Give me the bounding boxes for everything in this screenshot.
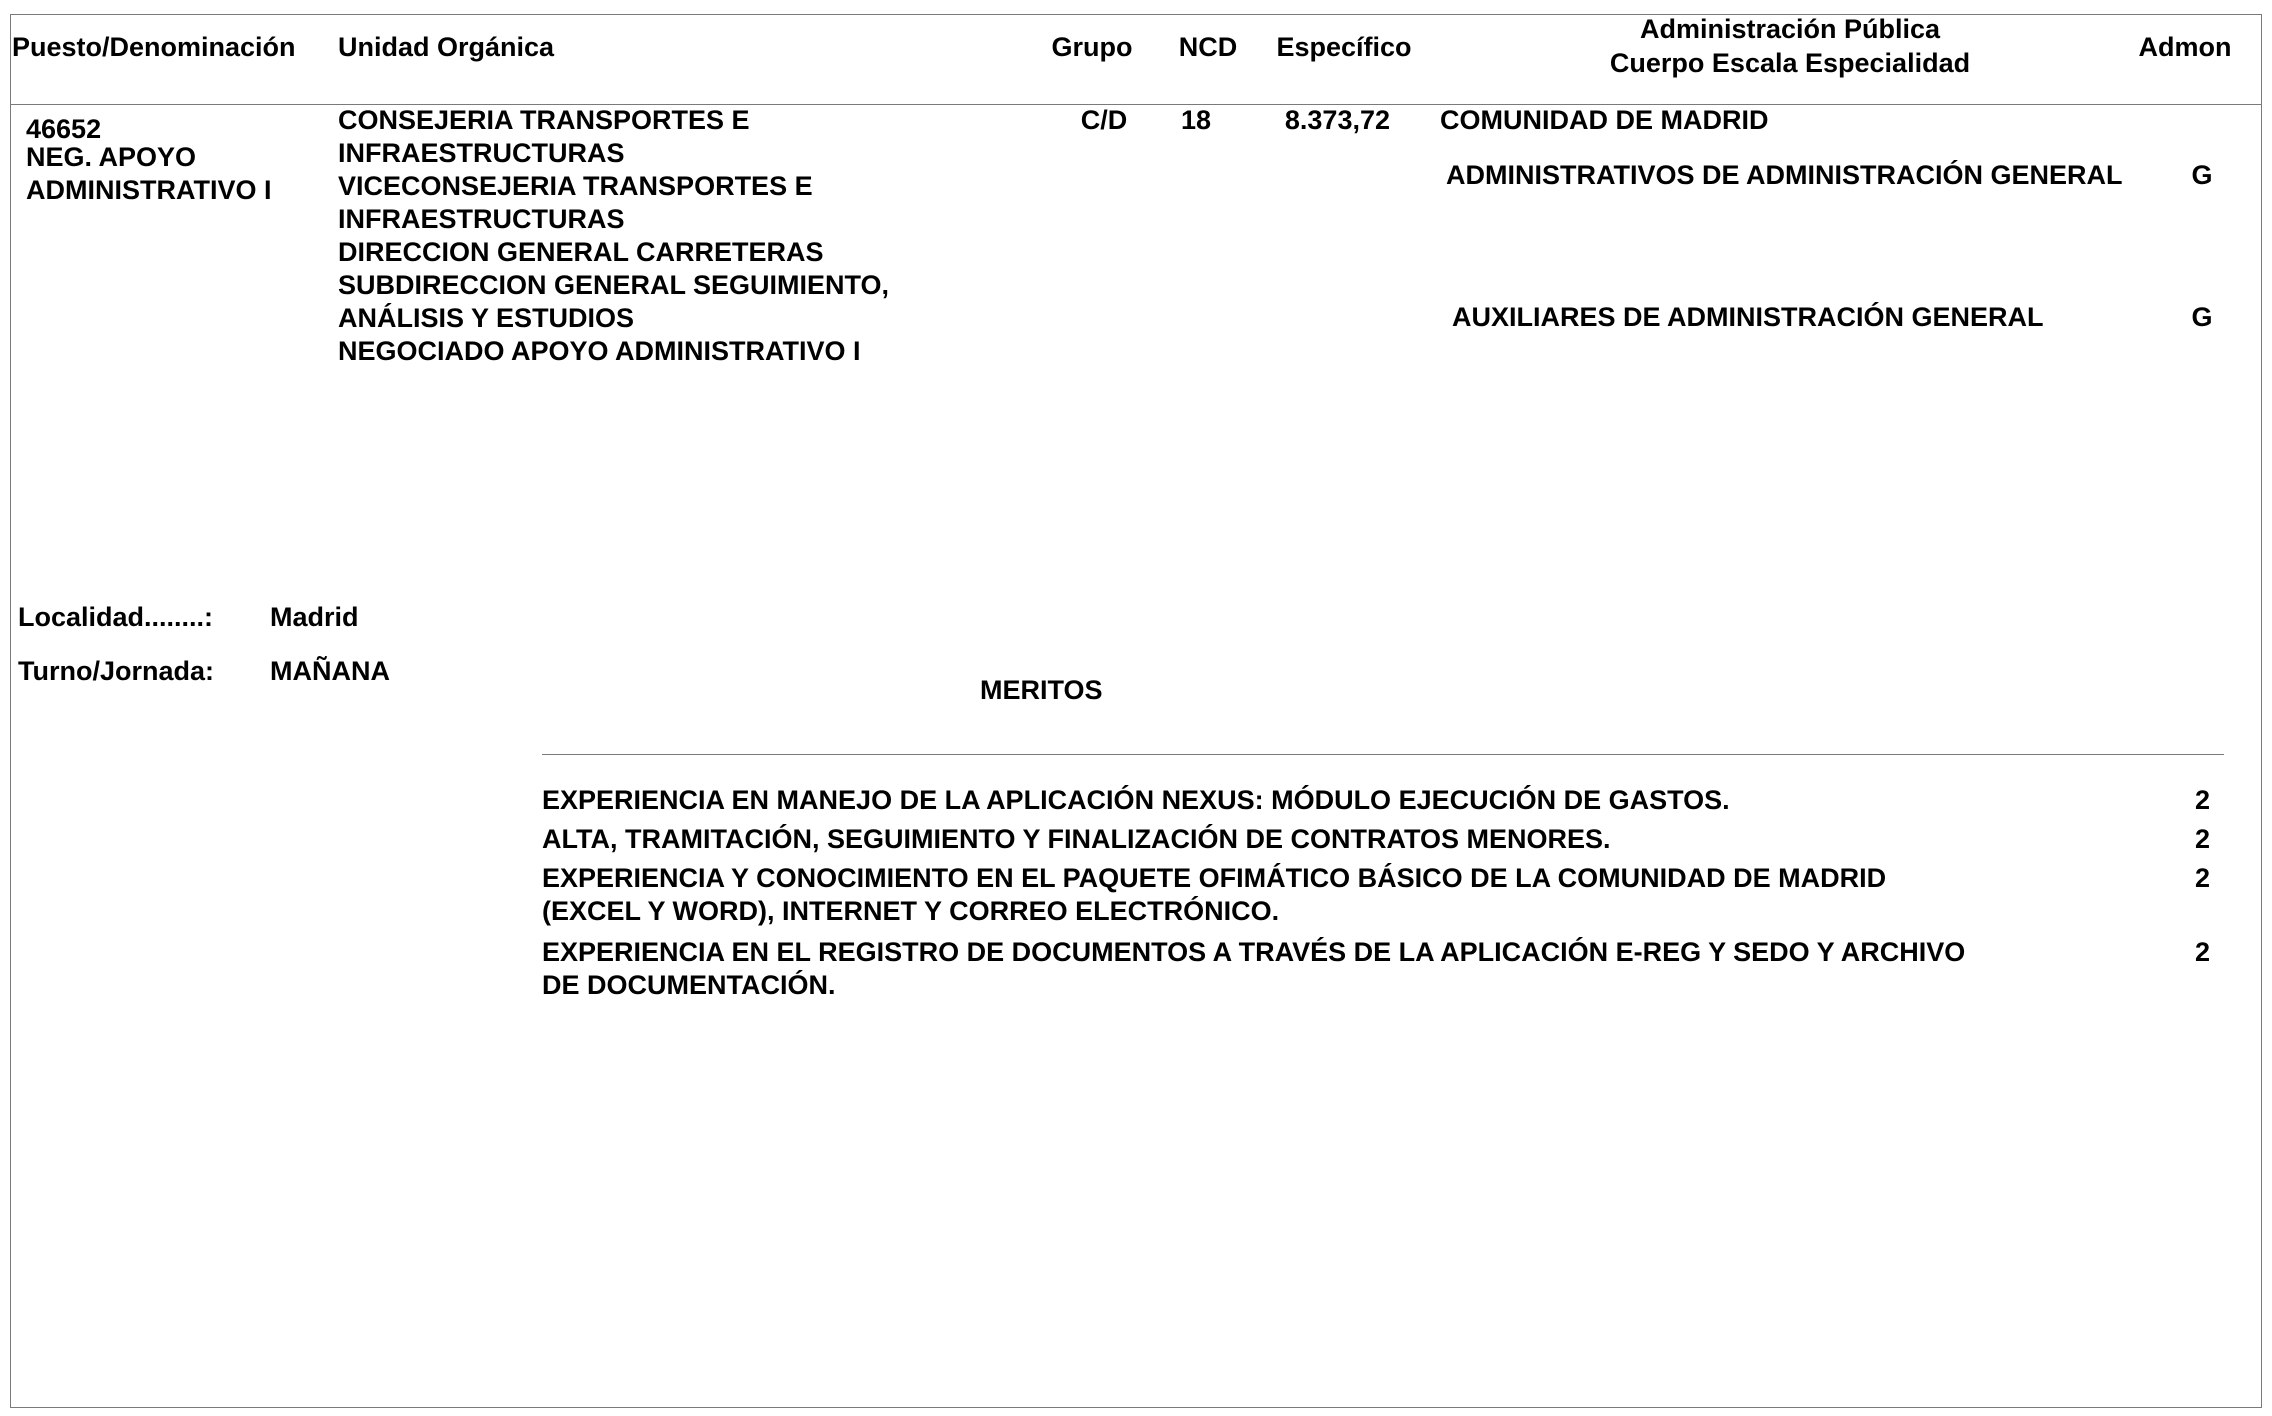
cuerpo-admon: G — [2191, 302, 2213, 332]
merit-line: EXPERIENCIA Y CONOCIMIENTO EN EL PAQUETE OFIMÁTICO BÁSICO DE LA COMUNIDAD DE MADRID — [542, 863, 1887, 893]
header-grupo: Grupo — [1051, 32, 1133, 62]
grupo-value: C/D — [1080, 105, 1128, 135]
meritos-title: MERITOS — [980, 675, 1103, 705]
cuerpo-name: AUXILIARES DE ADMINISTRACIÓN GENERAL — [1452, 302, 2044, 332]
turno-label: Turno/Jornada: — [18, 656, 215, 686]
merit-line: ALTA, TRAMITACIÓN, SEGUIMIENTO Y FINALIZACIÓN DE CONTRATOS MENORES. — [542, 824, 1611, 854]
localidad-value: Madrid — [270, 602, 359, 632]
unidad-organica-list — [338, 104, 889, 368]
administracion-value: COMUNIDAD DE MADRID — [1440, 105, 1769, 135]
puesto-codigo: 46652 — [26, 114, 102, 144]
localidad-label: Localidad........: — [18, 602, 214, 632]
merit-line: EXPERIENCIA EN EL REGISTRO DE DOCUMENTOS A TRAVÉS DE LA APLICACIÓN E-REG Y SEDO Y ARCHIVO — [542, 937, 1966, 967]
unidad-line: SUBDIRECCION GENERAL SEGUIMIENTO, — [338, 270, 890, 300]
merit-text — [542, 936, 2102, 1002]
header-unidad-organica: Unidad Orgánica — [338, 32, 555, 62]
denominacion-line: NEG. APOYO — [26, 142, 197, 172]
especifico-value: 8.373,72 — [1284, 105, 1390, 135]
meritos-divider — [542, 754, 2224, 755]
header-administracion-publica: Administración Pública — [1639, 14, 1941, 44]
unidad-line: NEGOCIADO APOYO ADMINISTRATIVO I — [338, 336, 861, 366]
merit-text — [542, 823, 2102, 856]
merit-line: DE DOCUMENTACIÓN. — [542, 970, 836, 1000]
cuerpo-admon: G — [2191, 160, 2213, 190]
unidad-line: ANÁLISIS Y ESTUDIOS — [338, 303, 635, 333]
unidad-line: INFRAESTRUCTURAS — [338, 204, 625, 234]
unidad-line: INFRAESTRUCTURAS — [338, 138, 625, 168]
unidad-line: VICECONSEJERIA TRANSPORTES E — [338, 171, 813, 201]
turno-value: MAÑANA — [270, 656, 390, 686]
header-puesto: Puesto/Denominación — [12, 32, 296, 62]
header-cuerpo-escala-especialidad: Cuerpo Escala Especialidad — [1609, 48, 1971, 78]
merit-points: 2 — [2194, 824, 2210, 854]
unidad-line: CONSEJERIA TRANSPORTES E — [338, 105, 750, 135]
denominacion-line: ADMINISTRATIVO I — [26, 175, 272, 205]
merit-line: EXPERIENCIA EN MANEJO DE LA APLICACIÓN NEXUS: MÓDULO EJECUCIÓN DE GASTOS. — [542, 785, 1730, 815]
header-ncd: NCD — [1178, 32, 1238, 62]
merit-text — [542, 862, 2102, 928]
puesto-denominacion — [26, 141, 272, 207]
ncd-value: 18 — [1180, 105, 1212, 135]
header-especifico: Específico — [1276, 32, 1412, 62]
unidad-line: DIRECCION GENERAL CARRETERAS — [338, 237, 824, 267]
merit-points: 2 — [2194, 785, 2210, 815]
merit-line: (EXCEL Y WORD), INTERNET Y CORREO ELECTRÓNICO. — [542, 896, 1280, 926]
merit-text — [542, 784, 2102, 817]
header-admon: Admon — [2138, 32, 2232, 62]
merit-points: 2 — [2194, 863, 2210, 893]
merit-points: 2 — [2194, 937, 2210, 967]
cuerpo-name: ADMINISTRATIVOS DE ADMINISTRACIÓN GENERAL — [1446, 160, 2123, 190]
